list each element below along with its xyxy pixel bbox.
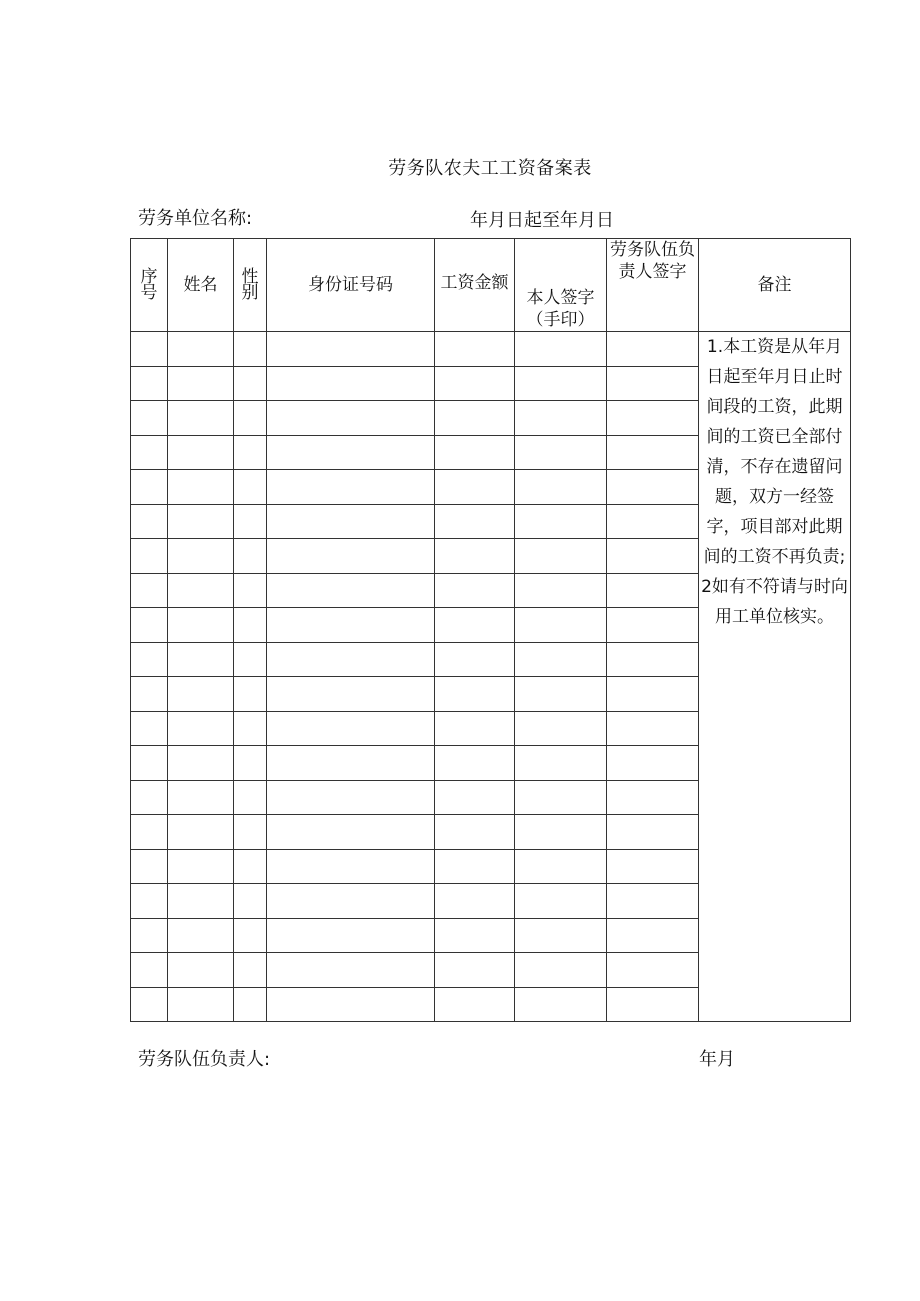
header-gender-line2: 别	[241, 283, 259, 303]
cell-gender[interactable]	[234, 435, 267, 470]
cell-wage-amount[interactable]	[435, 504, 515, 539]
cell-id-number[interactable]	[267, 573, 435, 608]
header-leader-signature: 劳务队伍负责人签字	[607, 239, 699, 332]
cell-gender[interactable]	[234, 711, 267, 746]
date-range: 年月日起至年月日	[470, 210, 614, 231]
cell-leader-signature[interactable]	[607, 711, 699, 746]
cell-gender[interactable]	[234, 849, 267, 884]
cell-seq[interactable]	[131, 780, 168, 815]
cell-wage-amount[interactable]	[435, 401, 515, 436]
cell-id-number[interactable]	[267, 746, 435, 781]
header-name: 姓名	[168, 239, 234, 332]
cell-gender[interactable]	[234, 504, 267, 539]
cell-seq[interactable]	[131, 642, 168, 677]
cell-seq[interactable]	[131, 953, 168, 988]
cell-wage-amount[interactable]	[435, 780, 515, 815]
header-wage-amount	[435, 239, 515, 332]
header-id-number: 身份证号码	[267, 239, 435, 332]
team-leader-label: 劳务队伍负责人:	[138, 1049, 271, 1070]
cell-signature[interactable]	[515, 401, 607, 436]
remarks-note: 1.本工资是从年月日起至年月日止时间段的工资，此期间的工资已全部付清，不存在遗留问题，双方一经签字，项目部对此期间的工资不再负责;2如有不符请与时向用工单位核实。	[699, 332, 851, 1022]
cell-gender[interactable]	[234, 815, 267, 850]
cell-signature[interactable]	[515, 918, 607, 953]
cell-name[interactable]	[168, 539, 234, 574]
cell-seq[interactable]	[131, 401, 168, 436]
cell-id-number[interactable]	[267, 504, 435, 539]
cell-id-number[interactable]	[267, 677, 435, 712]
cell-seq[interactable]	[131, 711, 168, 746]
header-remarks: 备注	[699, 239, 851, 332]
cell-id-number[interactable]	[267, 849, 435, 884]
cell-wage-amount[interactable]	[435, 608, 515, 643]
cell-seq[interactable]	[131, 539, 168, 574]
unit-name-label: 劳务单位名称:	[138, 208, 253, 229]
cell-signature[interactable]	[515, 849, 607, 884]
cell-id-number[interactable]	[267, 780, 435, 815]
header-gender-line1: 性	[241, 267, 259, 287]
cell-gender[interactable]	[234, 608, 267, 643]
cell-leader-signature[interactable]	[607, 884, 699, 919]
cell-leader-signature[interactable]	[607, 642, 699, 677]
cell-leader-signature[interactable]	[607, 815, 699, 850]
cell-name[interactable]	[168, 780, 234, 815]
cell-gender[interactable]	[234, 746, 267, 781]
cell-name[interactable]	[168, 435, 234, 470]
header-signature-line1: 本人签字	[526, 288, 595, 308]
cell-gender[interactable]	[234, 573, 267, 608]
cell-wage-amount[interactable]	[435, 573, 515, 608]
cell-name[interactable]	[168, 849, 234, 884]
cell-id-number[interactable]	[267, 401, 435, 436]
cell-signature[interactable]	[515, 677, 607, 712]
cell-wage-amount[interactable]	[435, 539, 515, 574]
cell-signature[interactable]	[515, 608, 607, 643]
cell-name[interactable]	[168, 918, 234, 953]
cell-gender[interactable]	[234, 642, 267, 677]
cell-name[interactable]	[168, 470, 234, 505]
cell-name[interactable]	[168, 366, 234, 401]
cell-seq[interactable]	[131, 608, 168, 643]
cell-leader-signature[interactable]	[607, 504, 699, 539]
cell-name[interactable]	[168, 815, 234, 850]
table-body	[131, 332, 851, 1022]
cell-name[interactable]	[168, 608, 234, 643]
cell-id-number[interactable]	[267, 642, 435, 677]
cell-gender[interactable]	[234, 884, 267, 919]
cell-leader-signature[interactable]	[607, 849, 699, 884]
cell-gender[interactable]	[234, 470, 267, 505]
cell-wage-amount[interactable]	[435, 677, 515, 712]
cell-signature[interactable]	[515, 573, 607, 608]
cell-seq[interactable]	[131, 504, 168, 539]
cell-wage-amount[interactable]	[435, 711, 515, 746]
cell-signature[interactable]	[515, 987, 607, 1022]
cell-name[interactable]	[168, 953, 234, 988]
cell-leader-signature[interactable]	[607, 332, 699, 367]
cell-signature[interactable]	[515, 332, 607, 367]
cell-wage-amount[interactable]	[435, 987, 515, 1022]
cell-seq[interactable]	[131, 746, 168, 781]
cell-leader-signature[interactable]	[607, 539, 699, 574]
cell-id-number[interactable]	[267, 918, 435, 953]
table-row	[131, 332, 851, 367]
cell-seq[interactable]	[131, 987, 168, 1022]
cell-seq[interactable]	[131, 677, 168, 712]
cell-gender[interactable]	[234, 918, 267, 953]
cell-leader-signature[interactable]	[607, 953, 699, 988]
cell-leader-signature[interactable]	[607, 470, 699, 505]
document-title: 劳务队农夫工工资备案表	[388, 158, 592, 179]
cell-signature[interactable]	[515, 435, 607, 470]
cell-id-number[interactable]	[267, 366, 435, 401]
header-seq	[131, 239, 168, 332]
cell-signature[interactable]	[515, 746, 607, 781]
cell-leader-signature[interactable]	[607, 401, 699, 436]
cell-leader-signature[interactable]	[607, 918, 699, 953]
cell-name[interactable]	[168, 332, 234, 367]
cell-signature[interactable]	[515, 815, 607, 850]
header-signature-line2: （手印）	[526, 310, 595, 330]
header-gender	[234, 239, 267, 332]
cell-id-number[interactable]	[267, 711, 435, 746]
cell-leader-signature[interactable]	[607, 987, 699, 1022]
cell-id-number[interactable]	[267, 987, 435, 1022]
cell-name[interactable]	[168, 401, 234, 436]
cell-name[interactable]	[168, 711, 234, 746]
cell-name[interactable]	[168, 642, 234, 677]
header-seq-line2: 号	[140, 283, 158, 303]
cell-signature[interactable]	[515, 780, 607, 815]
cell-id-number[interactable]	[267, 332, 435, 367]
cell-id-number[interactable]	[267, 608, 435, 643]
cell-signature[interactable]	[515, 504, 607, 539]
cell-signature[interactable]	[515, 884, 607, 919]
footer-date-label: 年月	[699, 1049, 735, 1070]
cell-name[interactable]	[168, 677, 234, 712]
cell-gender[interactable]	[234, 401, 267, 436]
cell-leader-signature[interactable]	[607, 608, 699, 643]
cell-wage-amount[interactable]	[435, 884, 515, 919]
cell-name[interactable]	[168, 573, 234, 608]
cell-wage-amount[interactable]	[435, 332, 515, 367]
cell-wage-amount[interactable]	[435, 470, 515, 505]
cell-signature[interactable]	[515, 366, 607, 401]
cell-seq[interactable]	[131, 918, 168, 953]
cell-seq[interactable]	[131, 815, 168, 850]
cell-id-number[interactable]	[267, 435, 435, 470]
header-wage-amount-text: 工资金额	[440, 273, 509, 293]
cell-gender[interactable]	[234, 332, 267, 367]
cell-wage-amount[interactable]	[435, 366, 515, 401]
cell-seq[interactable]	[131, 470, 168, 505]
cell-leader-signature[interactable]	[607, 435, 699, 470]
cell-id-number[interactable]	[267, 470, 435, 505]
cell-signature[interactable]	[515, 953, 607, 988]
cell-id-number[interactable]	[267, 539, 435, 574]
cell-wage-amount[interactable]	[435, 815, 515, 850]
cell-signature[interactable]	[515, 642, 607, 677]
cell-name[interactable]	[168, 504, 234, 539]
cell-seq[interactable]	[131, 884, 168, 919]
cell-gender[interactable]	[234, 987, 267, 1022]
cell-signature[interactable]	[515, 539, 607, 574]
cell-wage-amount[interactable]	[435, 849, 515, 884]
wage-record-table	[130, 238, 851, 1022]
cell-id-number[interactable]	[267, 884, 435, 919]
cell-wage-amount[interactable]	[435, 746, 515, 781]
cell-wage-amount[interactable]	[435, 953, 515, 988]
cell-leader-signature[interactable]	[607, 677, 699, 712]
header-signature	[515, 239, 607, 332]
cell-wage-amount[interactable]	[435, 918, 515, 953]
cell-leader-signature[interactable]	[607, 366, 699, 401]
cell-seq[interactable]	[131, 849, 168, 884]
cell-gender[interactable]	[234, 780, 267, 815]
cell-seq[interactable]	[131, 573, 168, 608]
cell-name[interactable]	[168, 884, 234, 919]
cell-id-number[interactable]	[267, 815, 435, 850]
cell-seq[interactable]	[131, 435, 168, 470]
cell-leader-signature[interactable]	[607, 573, 699, 608]
cell-gender[interactable]	[234, 953, 267, 988]
cell-name[interactable]	[168, 746, 234, 781]
cell-leader-signature[interactable]	[607, 780, 699, 815]
cell-wage-amount[interactable]	[435, 435, 515, 470]
cell-id-number[interactable]	[267, 953, 435, 988]
cell-seq[interactable]	[131, 366, 168, 401]
cell-signature[interactable]	[515, 470, 607, 505]
cell-name[interactable]	[168, 987, 234, 1022]
cell-gender[interactable]	[234, 366, 267, 401]
cell-leader-signature[interactable]	[607, 746, 699, 781]
cell-gender[interactable]	[234, 677, 267, 712]
table-header-row	[131, 239, 851, 332]
cell-wage-amount[interactable]	[435, 642, 515, 677]
cell-signature[interactable]	[515, 711, 607, 746]
header-seq-line1: 序	[140, 267, 158, 287]
cell-gender[interactable]	[234, 539, 267, 574]
cell-seq[interactable]	[131, 332, 168, 367]
